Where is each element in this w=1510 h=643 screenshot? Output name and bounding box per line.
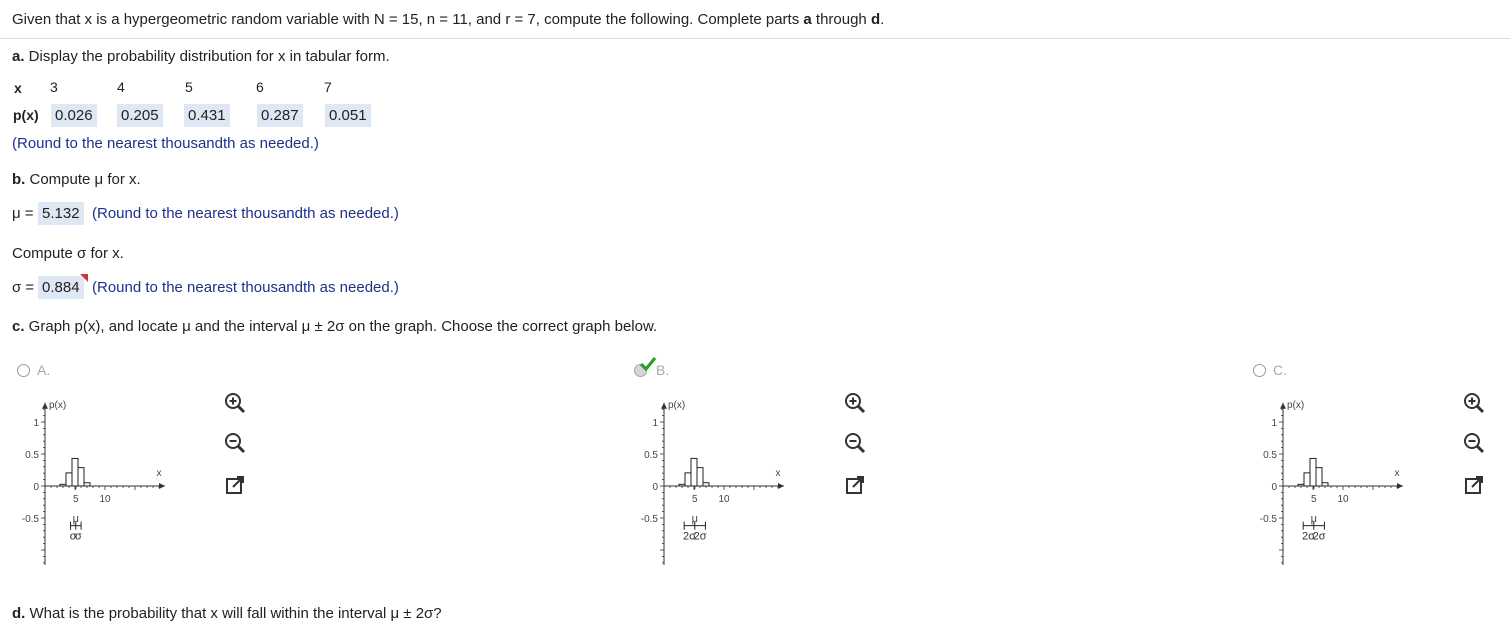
px-answer-field[interactable]: 0.287 bbox=[257, 104, 303, 127]
intro-main: Given that x is a hypergeometric random variable with N = 15, n = 11, and r = 7, compute the following. Complete parts bbox=[12, 11, 804, 28]
y-tick-label: 0 bbox=[33, 482, 39, 493]
y-axis-arrow bbox=[42, 403, 48, 409]
histogram-bar bbox=[72, 458, 78, 486]
part-b-prefix: b. bbox=[12, 171, 26, 188]
intro-part-d: d bbox=[870, 11, 881, 28]
zoom-in-icon[interactable] bbox=[842, 390, 868, 416]
x-axis-arrow bbox=[159, 483, 165, 489]
table-x-value: 4 bbox=[117, 79, 125, 95]
radio-option-c[interactable] bbox=[1253, 364, 1266, 377]
intro-part-a: a bbox=[803, 11, 812, 28]
option-c-label: C. bbox=[1273, 362, 1287, 378]
x-axis-arrow bbox=[1397, 483, 1403, 489]
sigma-answer-field[interactable]: 0.884 bbox=[38, 276, 84, 299]
table-x-value: 7 bbox=[324, 79, 332, 95]
interval-left-label: 2σ bbox=[683, 530, 696, 543]
part-c-text: Graph p(x), and locate μ and the interval μ ± 2σ on the graph. Choose the correct graph below. bbox=[24, 318, 658, 335]
mu-label: μ bbox=[691, 513, 698, 525]
px-answer-field[interactable]: 0.051 bbox=[325, 104, 371, 127]
radio-option-a[interactable] bbox=[17, 364, 30, 377]
part-b-text: Compute μ for x. bbox=[25, 171, 141, 188]
y-tick-label: 1 bbox=[1271, 418, 1277, 429]
divider bbox=[0, 38, 1510, 39]
histogram-bar bbox=[66, 473, 72, 486]
zoom-out-icon[interactable] bbox=[842, 430, 868, 456]
mu-x-tick-label: 5 bbox=[1311, 494, 1317, 505]
histogram-bar bbox=[1316, 468, 1322, 486]
histogram-bar bbox=[685, 473, 691, 486]
y-tick-label: -0.5 bbox=[640, 514, 658, 525]
intro-end: . bbox=[880, 11, 885, 28]
part-d-text: What is the probability that x will fall within the interval μ ± 2σ? bbox=[25, 605, 442, 622]
intro-through: through bbox=[811, 11, 871, 28]
interval-right-label: σ bbox=[75, 530, 82, 543]
y-tick-label: -0.5 bbox=[21, 514, 39, 525]
x-tick-label: 10 bbox=[718, 494, 730, 505]
graph-option-b bbox=[639, 385, 849, 565]
part-c-question bbox=[12, 318, 657, 335]
histogram-bar bbox=[1322, 483, 1328, 486]
interval-right-label: 2σ bbox=[1312, 530, 1326, 543]
y-tick-label: 0.5 bbox=[1263, 450, 1277, 461]
part-b-question bbox=[12, 171, 141, 188]
table-x-header: x bbox=[14, 80, 22, 96]
mu-x-tick-label: 5 bbox=[692, 494, 698, 505]
y-tick-label: 1 bbox=[652, 418, 658, 429]
y-tick-label: 0.5 bbox=[644, 450, 658, 461]
histogram-bar bbox=[691, 458, 697, 486]
table-x-value: 6 bbox=[256, 79, 264, 95]
histogram-bar bbox=[1304, 473, 1310, 486]
histogram-bar bbox=[703, 483, 709, 486]
zoom-in-icon[interactable] bbox=[1461, 390, 1487, 416]
x-axis-label: x bbox=[1394, 468, 1400, 479]
interval-left-label: σ bbox=[69, 530, 77, 543]
graph-option-c bbox=[1258, 385, 1468, 565]
zoom-out-icon[interactable] bbox=[1461, 430, 1487, 456]
y-axis-arrow bbox=[661, 403, 667, 409]
y-tick-label: -0.5 bbox=[1259, 514, 1277, 525]
table-x-value: 5 bbox=[185, 79, 193, 95]
interval-left-label: 2σ bbox=[1302, 530, 1315, 543]
mu-x-tick-label: 5 bbox=[73, 494, 79, 505]
open-graph-icon[interactable] bbox=[222, 472, 248, 498]
y-axis-label: p(x) bbox=[668, 399, 686, 411]
sigma-question: Compute σ for x. bbox=[12, 245, 124, 262]
option-b-label: B. bbox=[656, 362, 670, 378]
y-tick-label: 0.5 bbox=[25, 450, 39, 461]
part-a-text: Display the probability distribution for x in tabular form. bbox=[24, 48, 390, 65]
y-tick-label: 0 bbox=[1271, 482, 1277, 493]
open-graph-icon[interactable] bbox=[1461, 472, 1487, 498]
histogram-bar bbox=[78, 468, 84, 486]
mu-label: μ bbox=[72, 513, 79, 525]
px-answer-field[interactable]: 0.431 bbox=[184, 104, 230, 127]
x-axis-label: x bbox=[775, 468, 781, 479]
px-answer-field[interactable]: 0.026 bbox=[51, 104, 97, 127]
histogram-bar bbox=[84, 483, 90, 486]
part-d-question bbox=[12, 605, 442, 622]
y-axis-label: p(x) bbox=[49, 399, 67, 411]
graph-option-a bbox=[20, 385, 230, 565]
zoom-out-icon[interactable] bbox=[222, 430, 248, 456]
histogram-bar bbox=[1310, 458, 1316, 486]
part-a-prefix: a. bbox=[12, 48, 25, 65]
part-c-prefix: c. bbox=[12, 318, 25, 335]
part-a-question bbox=[12, 48, 390, 65]
open-graph-icon[interactable] bbox=[842, 472, 868, 498]
option-a-label: A. bbox=[37, 362, 51, 378]
checkmark-icon bbox=[639, 356, 657, 372]
sigma-label: σ = bbox=[12, 279, 35, 296]
table-x-value: 3 bbox=[50, 79, 58, 95]
interval-right-label: 2σ bbox=[693, 530, 707, 543]
x-tick-label: 10 bbox=[99, 494, 111, 505]
mu-answer-field[interactable]: 5.132 bbox=[38, 202, 84, 225]
part-a-hint: (Round to the nearest thousandth as needed.) bbox=[12, 135, 319, 152]
zoom-in-icon[interactable] bbox=[222, 390, 248, 416]
mu-label: μ bbox=[1310, 513, 1317, 525]
histogram-bar bbox=[60, 484, 66, 486]
x-tick-label: 10 bbox=[1337, 494, 1349, 505]
px-answer-field[interactable]: 0.205 bbox=[117, 104, 163, 127]
histogram-bar bbox=[679, 484, 685, 486]
sigma-hint: (Round to the nearest thousandth as needed.) bbox=[92, 279, 399, 296]
y-axis-label: p(x) bbox=[1287, 399, 1305, 411]
histogram-bar bbox=[1298, 484, 1304, 486]
x-axis-label: x bbox=[156, 468, 162, 479]
y-axis-arrow bbox=[1280, 403, 1286, 409]
y-tick-label: 0 bbox=[652, 482, 658, 493]
table-p-header: p(x) bbox=[13, 107, 39, 123]
mu-label: μ = bbox=[12, 205, 34, 222]
y-tick-label: 1 bbox=[33, 418, 39, 429]
mu-hint: (Round to the nearest thousandth as needed.) bbox=[92, 205, 399, 222]
histogram-bar bbox=[697, 468, 703, 486]
intro-text bbox=[12, 11, 884, 28]
part-d-prefix: d. bbox=[12, 605, 26, 622]
x-axis-arrow bbox=[778, 483, 784, 489]
incorrect-flag-icon bbox=[80, 274, 88, 282]
